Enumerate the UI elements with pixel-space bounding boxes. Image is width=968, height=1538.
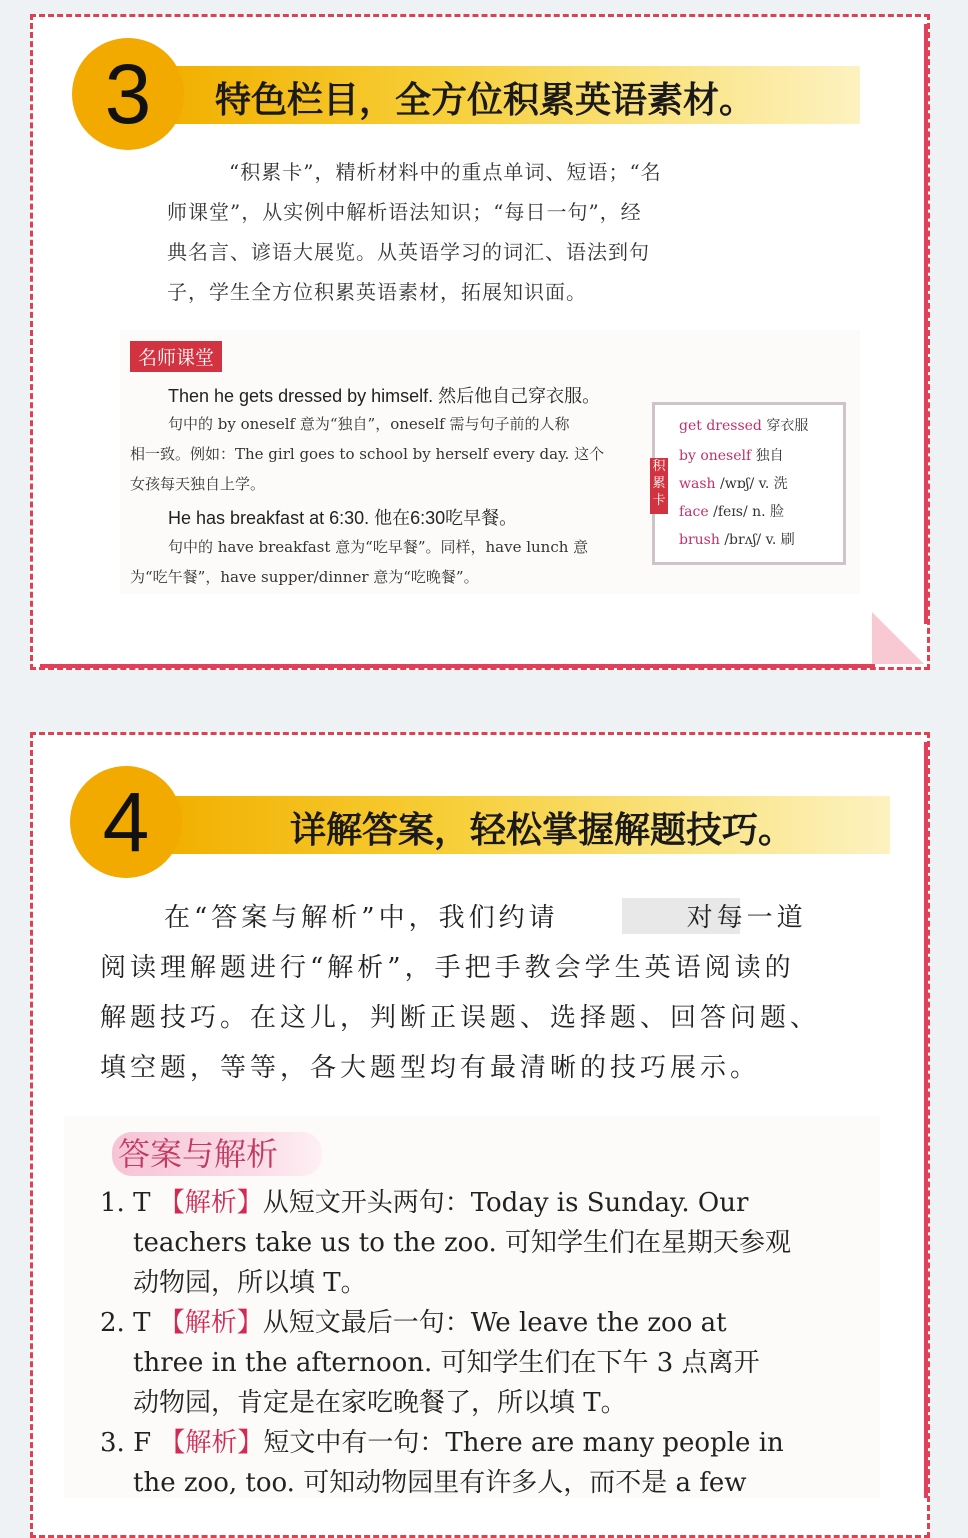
answer-text: 动物园，肯定是在家吃晚餐了，所以填 T。 [133,1388,627,1418]
vocab-item: get dressed 穿衣服 [679,418,809,434]
answer-text: 从短文最后一句：We leave the zoo at [262,1308,727,1338]
answer-text: 从短文开头两句：Today is Sunday. Our [262,1188,749,1218]
card-3-bottom-edge [40,664,875,668]
answer-number: 1. T [100,1188,151,1218]
description-line: 填空题，等等，各大题型均有最清晰的技巧展示。 [100,1053,761,1083]
description-line: 师课堂”，从实例中解析语法知识；“每日一句”，经 [167,200,642,224]
sample-line: Then he gets dressed by himself. 然后他自己穿衣服。 [168,386,601,406]
sample-line: 句中的 have breakfast 意为“吃早餐”。同样，have lunch 意 [168,538,589,556]
section-3-description [167,152,662,312]
description-line: “积累卡”，精析材料中的重点单词、短语；“名 [229,160,662,184]
section-number-3: 3 [72,38,184,150]
analysis-label: 【解析】 [158,1308,263,1338]
answer-text: 短文中有一句：There are many people in [263,1428,784,1458]
answers-section-title: 答案与解析 [112,1132,322,1176]
section-4-description [100,893,820,1093]
answer-number: 3. F [100,1428,152,1458]
sample-line: He has breakfast at 6:30. 他在6:30吃早餐。 [168,508,518,528]
answer-number: 2. T [100,1308,151,1338]
answer-item-1 [100,1182,748,1219]
description-line: 在“答案与解析”中，我们约请 对每一道 [164,903,807,933]
sample-line: 相一致。例如：The girl goes to school by herself every day. 这个 [130,445,605,463]
answer-text: the zoo, too. 可知动物园里有许多人，而不是 a few [133,1468,747,1498]
vocab-item: wash /wɒʃ/ v. 洗 [679,476,788,492]
analysis-label: 【解析】 [158,1188,263,1218]
section-heading-4: 详解答案，轻松掌握解题技巧。 [290,810,795,851]
page-fold-corner [872,612,924,664]
vocab-item: brush /brʌʃ/ v. 刷 [679,532,795,548]
description-line: 解题技巧。在这儿，判断正误题、选择题、回答问题、 [100,1003,821,1033]
analysis-label: 【解析】 [159,1428,264,1458]
sample-line: 为“吃午餐”，have supper/dinner 意为“吃晚餐”。 [130,568,479,586]
vocab-card-tab: 积累卡 [650,458,668,514]
sample-line: 句中的 by oneself 意为“独自”，oneself 需与句子前的人称 [168,415,570,433]
section-number-4: 4 [70,766,182,878]
section-heading-3: 特色栏目，全方位积累英语素材。 [215,80,756,121]
card-4-right-edge [924,742,928,1498]
sample-line: 女孩每天独自上学。 [130,475,266,493]
answer-item-2 [100,1302,727,1339]
teacher-class-tag: 名师课堂 [130,341,222,372]
vocab-item: face /feɪs/ n. 脸 [679,504,785,520]
description-line: 子，学生全方位积累英语素材，拓展知识面。 [167,280,587,304]
description-line: 阅读理解题进行“解析”，手把手教会学生英语阅读的 [100,953,795,983]
description-line: 典名言、谚语大展览。从英语学习的词汇、语法到句 [167,240,650,264]
vocab-card [652,402,846,565]
vocab-item: by oneself 独自 [679,448,784,464]
answer-item-3 [100,1422,784,1459]
card-3-right-edge [924,24,928,624]
answer-text: 动物园，所以填 T。 [133,1268,367,1298]
answer-text: teachers take us to the zoo. 可知学生们在星期天参观 [133,1228,792,1258]
answer-text: three in the afternoon. 可知学生们在下午 3 点离开 [133,1348,760,1378]
